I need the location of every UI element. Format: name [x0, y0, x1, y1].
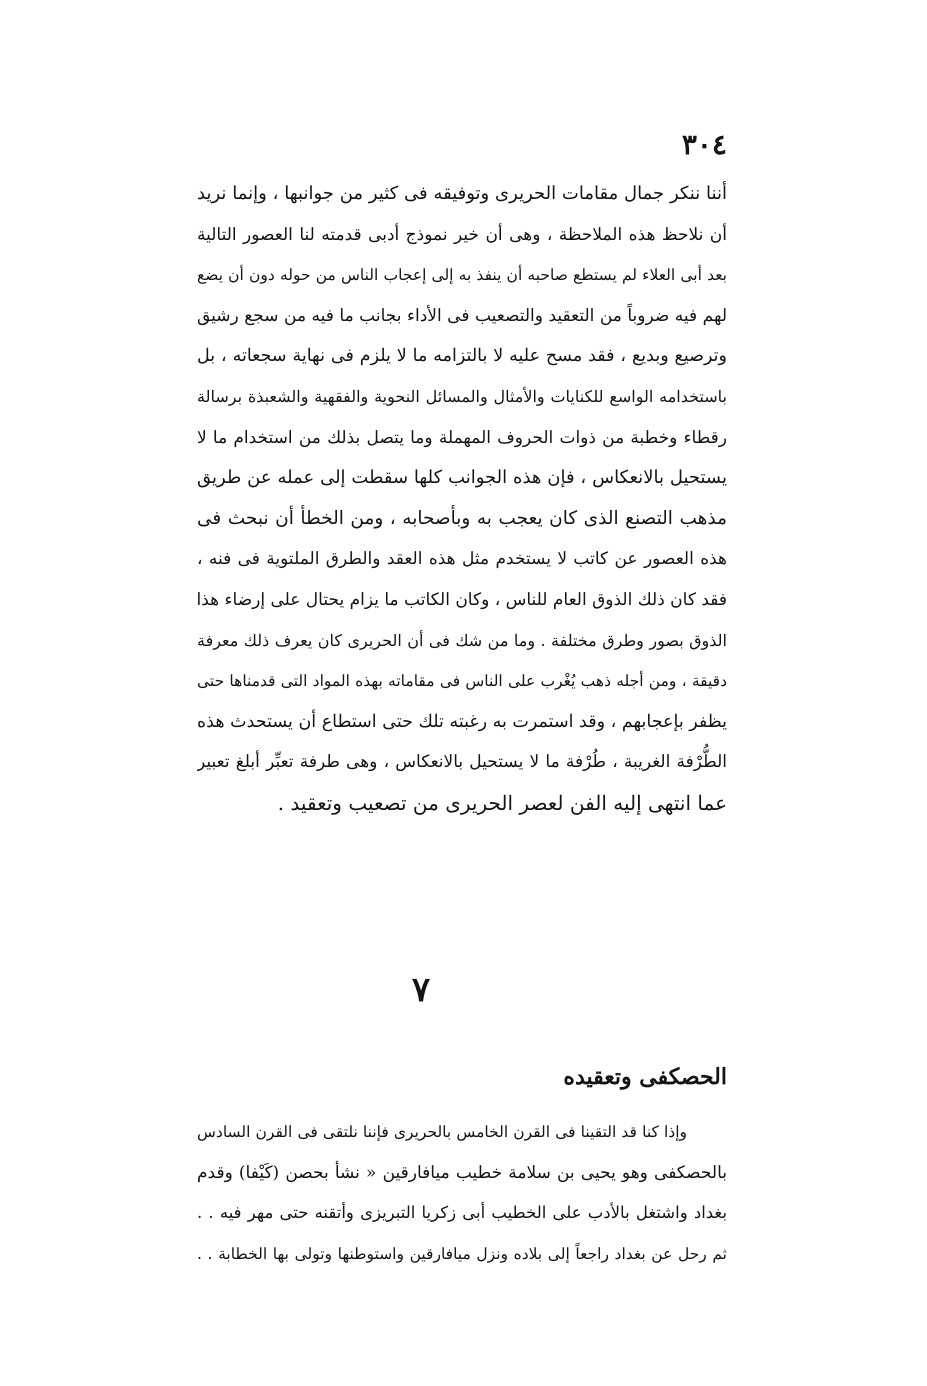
paragraph-1-line: الطُّرْفة الغريبة ، طُرْفة ما لا يستحيل بالانعكاس ، وهى طرفة تعبِّر أبلغ تعبير — [197, 752, 727, 773]
paragraph-1-line: عما انتهى إليه الفن لعصر الحريرى من تصعيب وتعقيد . — [277, 790, 727, 815]
paragraph-1-line: هذه العصور عن كاتب لا يستخدم مثل هذه العقد والطرق الملتوية فى فنه ، — [197, 549, 727, 570]
page-number: ٣٠٤ — [681, 128, 727, 161]
paragraph-2 — [197, 1112, 727, 1274]
paragraph-2-line: بغداد واشتغل بالأدب على الخطيب أبى زكريا التبريزى وأتقنه حتى مهر فيه . . — [197, 1203, 727, 1222]
paragraph-2-line: ثم رحل عن بغداد راجعاً إلى بلاده ونزل ميافارقين واستوطنها وتولى بها الخطابة . . — [197, 1244, 727, 1263]
paragraph-1-line: مذهب التصنع الذى كان يعجب به وبأصحابه ، ومن الخطأ أن نبحث فى — [197, 507, 727, 529]
paragraph-1-line: وترصيع وبديع ، فقد مسح عليه لا بالتزامه ما لا يلزم فى نهاية سجعاته ، بل — [197, 346, 727, 367]
paragraph-1-line: الذوق بصور وطرق مختلفة . وما من شك فى أن الحريرى كان يعرف ذلك معرفة — [197, 630, 727, 650]
paragraph-1-line: دقيقة ، ومن أجله ذهب يُغْرب على الناس فى مقاماته بهذه المواد التى قدمناها حتى — [197, 672, 727, 691]
section-number: ٧ — [411, 970, 431, 1010]
paragraph-1-line: أننا ننكر جمال مقامات الحريرى وتوفيقه فى كثير من جوانبها ، وإنما نريد — [197, 183, 727, 204]
paragraph-2-line: وإذا كنا قد التقينا فى القرن الخامس بالحريرى فإننا نلتقى فى القرن السادس — [197, 1123, 687, 1141]
paragraph-1-line: رقطاء وخطبة من ذوات الحروف المهملة وما يتصل بذلك من استخدام ما لا — [197, 427, 727, 448]
paragraph-1-line: أن نلاحظ هذه الملاحظة ، وهى أن خير نموذج أدبى قدمته لنا العصور التالية — [197, 224, 727, 245]
section-heading: الحصكفى وتعقيده — [563, 1064, 727, 1090]
paragraph-2-line: بالحصكفى وهو يحيى بن سلامة خطيب ميافارقين « نشأ بحصن (كَيْفا) وقدم — [197, 1162, 727, 1183]
paragraph-1-line: يظفر بإعجابهم ، وقد استمرت به رغبته تلك حتى استطاع أن يستحدث هذه — [197, 711, 727, 732]
paragraph-1-line: فقد كان ذلك الذوق العام للناس ، وكان الكاتب ما يزام يحتال على إرضاء هذا — [197, 589, 727, 610]
paragraph-1-line: يستحيل بالانعكاس ، فإن هذه الجوانب كلها سقطت إلى عمله عن طريق — [197, 467, 727, 489]
paragraph-1 — [197, 174, 727, 824]
paragraph-1-line: باستخدامه الواسع للكنايات والأمثال والمسائل النحوية والفقهية والشعبذة برسالة — [197, 386, 727, 406]
paragraph-1-line: بعد أبى العلاء لم يستطع صاحبه أن ينفذ به إلى إعجاب الناس من حوله دون أن يضع — [197, 266, 727, 285]
paragraph-1-line: لهم فيه ضروباً من التعقيد والتصعيب فى الأداء بجانب ما فيه من سجع رشيق — [197, 305, 727, 326]
